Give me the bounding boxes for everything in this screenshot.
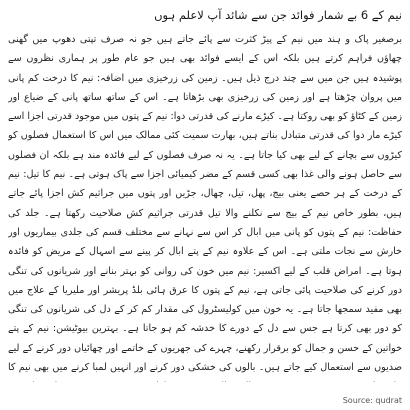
article-body (8, 30, 402, 382)
article-title: نیم کے 6 بے شمار فوائد جن سے شائد آپ لاعلم ہوں (154, 8, 402, 22)
article-paragraph: برصغیر پاک و ہند میں نیم کے پیڑ کثرت سے پائے جاتے ہیں جو نہ صرف تپتی دھوپ میں گھنی چھاؤں فراہم کرتے ہیں بلکہ اس کے ایسے فوائد بھی ہیں جو عام طور پر ہماری نظروں سے پوشیدہ ہیں جن میں سے چند درج ذیل ہیں۔ زمین کی زرخیزی میں اضافہ: نیم کا درخت کم پانی میں پروان چڑھتا ہے اور زمین کی زرخیزی بھی بڑھاتا ہے۔ اس کے ساتھ ساتھ پانی کے ضیاع اور زمین کے کٹاؤ کو بھی روکتا ہے۔ کیڑے مارنے کی قدرتی دوا: نیم کے پتوں میں موجود قدرتی اجزا اسے کیڑے مار دوا کی قدرتی متبادل بناتے ہیں، بھارت سمیت کئی ممالک میں اس کا استعمال فصلوں کو کیڑوں سے بچانے کے لیے بھی کیا جاتا ہے۔ یہ نہ صرف فصلوں کے لیے فائدہ مند ہے بلکہ ان فصلوں سے حاصل ہونے والی غذا بھی کسی قسم کے مضر کیمیائی اجزا سے پاک ہوتی ہے۔ نیم کا تیل: نیم کے درخت کے ہر حصے یعنی بیج، پھل، تیل، چھال، جڑیں اور پتوں میں جراثیم کش اجزا پائے جاتے ہیں، بطور خاص نیم کے بیج سے نکلنے والا تیل قدرتی جراثیم کش صلاحیت رکھتا ہے۔ جلد کی حفاظت: نیم کے پتوں کو پانی میں ابال کر اس سے نہانے سے مختلف قسم کی جلدی بیماریوں اور خارش سے نجات ملتی ہے۔ اس کے علاوہ نیم کے پتے ابال کر پینے سے اسہال کے مریض کو فائدہ ہوتا ہے۔ امراض قلب کے لیے اکسیر: نیم میں خون کی روانی کو بہتر بنانے اور شریانوں کی تنگی دور کرنے کی صلاحیت پائی جاتی ہے، نیم کے پتوں کا عرق ہائی بلڈ پریشر اور ملیریا کے علاج میں بھی مفید سمجھا جاتا ہے۔ یہ خون میں کولیسٹرول کی مقدار کم کر کے دل کی شریانوں کی تنگی کو دور بھی کرتا ہے جس سے دل کے دورے کا خدشہ کم ہو جاتا ہے۔ بہترین بیوٹیشن: نیم کے پتے خواتین کے حسن و جمال کو برقرار رکھنے، چہرے کی جھریوں کے خاتمے اور چھائیاں دور کرنے کے لیے صدیوں سے استعمال کیے جاتے ہیں۔ بالوں کی خشکی دور کرنے اور انہیں لمبا کرنے میں بھی نیم کا (8, 34, 402, 374)
source-credit: Source: qudrat (342, 396, 402, 405)
